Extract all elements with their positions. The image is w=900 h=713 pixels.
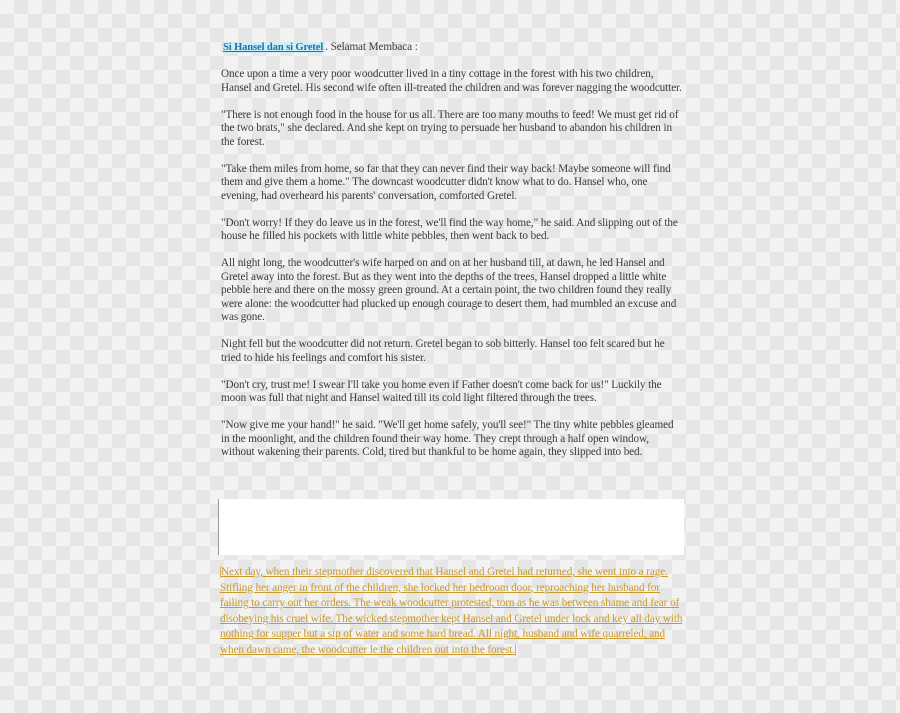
blank-embed-area (218, 499, 684, 555)
highlighted-paragraph (220, 565, 683, 659)
story-header (221, 41, 684, 55)
document-page (218, 0, 685, 713)
paragraph: "There is not enough food in the house for us all. There are too many mouths to feed! We must get rid of the two brats," she declared. And she kept on trying to persuade her husband to abandon his children in the forest. (221, 108, 679, 148)
paragraph: Night fell but the woodcutter did not return. Gretel began to sob bitterly. Hansel too felt scared but he tried to hide his feelings and comfort his sister. (221, 338, 665, 364)
paragraph: "Don't worry! If they do leave us in the forest, we'll find the way home," he said. And slipping out of the house he filled his pockets with little white pebbles, then went back to bed. (221, 216, 678, 242)
paragraph: "Take them miles from home, so far that they can never find their way back! Maybe someone will find them and give them a home." The downcast woodcutter didn't know what to do. Hansel who, one evening, had overheard his parents' conversation, comforted Gretel. (221, 162, 671, 202)
paragraph: All night long, the woodcutter's wife harped on and on at her husband till, at dawn, he led Hansel and Gretel away into the forest. But as they went into the depths of the trees, Hansel dropped a little white pebble here and there on the mossy green ground. At a certain point, the two children found they really were alone: the woodcutter had plucked up enough courage to desert them, had mumbled an excuse and was gone. (221, 257, 677, 323)
paragraph: Once upon a time a very poor woodcutter lived in a tiny cottage in the forest with his two children, Hansel and Gretel. His second wife often ill-treated the children and was forever nagging the woodcutter. (221, 68, 682, 94)
story-title-link[interactable]: Si Hansel dan si Gretel (223, 42, 324, 53)
paragraph: "Don't cry, trust me! I swear I'll take you home even if Father doesn't come back for us!" Luckily the moon was full that night and Hansel waited till its cold light filtered through the trees. (221, 378, 662, 404)
story-body (221, 68, 684, 473)
paragraph: "Now give me your hand!" he said. "We'll get home safely, you'll see!" The tiny white pebbles gleamed in the moonlight, and the children found their way home. They crept through a half open window, without wakening their parents. Cold, tired but thankful to be home again, they slipped into bed. (221, 419, 674, 458)
highlighted-paragraph-text[interactable]: Next day, when their stepmother discovered that Hansel and Gretel had returned, she went into a rage. Stifling her anger in front of the children, she locked her bedroom door, reproaching her husband for failing to carry out her orders. The weak woodcutter protested, torn as he was between shame and fear of disobeying his cruel wife. The wicked stepmother kept Hansel and Gretel under lock and key all day with nothing for supper but a sip of water and some hard bread. All night, husband and wife quarreled, and when dawn came, the woodcutter le the children out into the forest. (220, 566, 683, 656)
greeting-text: . Selamat Membaca : (325, 41, 418, 53)
